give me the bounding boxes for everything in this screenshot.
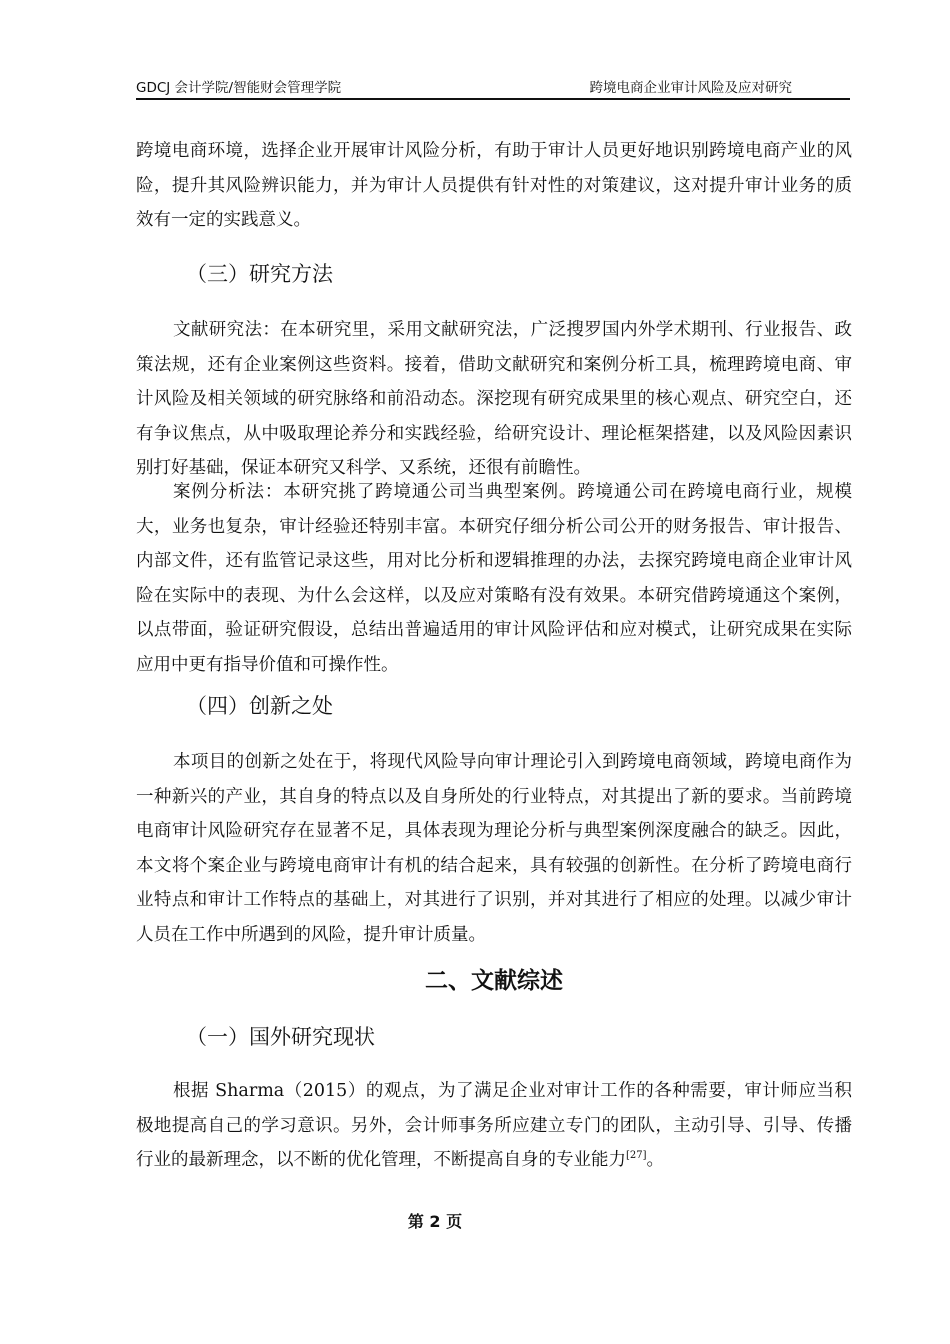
section-research-methods-title: （三）研究方法 (186, 262, 333, 286)
case-method-paragraph: 案例分析法：本研究挑了跨境通公司当典型案例。跨境通公司在跨境电商行业，规模大，业务也复杂，审计经验还特别丰富。本研究仔细分析公司公开的财务报告、审计报告、内部文件，还有监管记录这些，用对比分析和逻辑推理的办法，去探究跨境电商企业审计风险在实际中的表现、为什么会这样，以及应对策略有没有效果。本研究借跨境通这个案例，以点带面，验证研究假设，总结出普遍适用的审计风险评估和应对模式，让研究成果在实际应用中更有指导价值和可操作性。 (136, 482, 852, 675)
section-foreign-research-title: （一）国外研究现状 (186, 1025, 375, 1049)
foreign-research-text: 根据 Sharma（2015）的观点，为了满足企业对审计工作的各种需要，审计师应当积极地提高自己的学习意识。另外，会计师事务所应建立专门的团队，主动引导、引导、传播行业的最新理念，以不断的优化管理，不断提高自身的专业能力 (136, 1081, 852, 1171)
header-institution: GDCJ 会计学院/智能财会管理学院 (136, 80, 342, 96)
chapter-literature-review-title: 二、文献综述 (425, 968, 563, 994)
citation-ref: [27] (626, 1150, 647, 1162)
foreign-research-paragraph (136, 1074, 852, 1178)
literature-method-paragraph: 文献研究法：在本研究里，采用文献研究法，广泛搜罗国内外学术期刊、行业报告、政策法规，还有企业案例这些资料。接着，借助文献研究和案例分析工具，梳理跨境电商、审计风险及相关领域的研究脉络和前沿动态。深挖现有研究成果里的核心观点、研究空白，还有争议焦点，从中吸取理论养分和实践经验，给研究设计、理论框架搭建，以及风险因素识别打好基础，保证本研究又科学、又系统，还很有前瞻性。 (136, 320, 852, 479)
innovation-paragraph: 本项目的创新之处在于，将现代风险导向审计理论引入到跨境电商领域，跨境电商作为一种新兴的产业，其自身的特点以及自身所处的行业特点，对其提出了新的要求。当前跨境电商审计风险研究存在显著不足，具体表现为理论分析与典型案例深度融合的缺乏。因此，本文将个案企业与跨境电商审计有机的结合起来，具有较强的创新性。在分析了跨境电商行业特点和审计工作特点的基础上，对其进行了识别，并对其进行了相应的处理。以减少审计人员在工作中所遇到的风险，提升审计质量。 (136, 752, 852, 945)
section-innovation-title: （四）创新之处 (186, 694, 333, 718)
page-number: 第 2 页 (407, 1212, 463, 1231)
header-paper-title: 跨境电商企业审计风险及应对研究 (589, 80, 792, 96)
foreign-research-end: 。 (646, 1150, 665, 1171)
page-header (136, 70, 850, 100)
intro-paragraph: 跨境电商环境，选择企业开展审计风险分析，有助于审计人员更好地识别跨境电商产业的风险，提升其风险辨识能力，并为审计人员提供有针对性的对策建议，这对提升审计业务的质效有一定的实践意义。 (136, 141, 852, 231)
